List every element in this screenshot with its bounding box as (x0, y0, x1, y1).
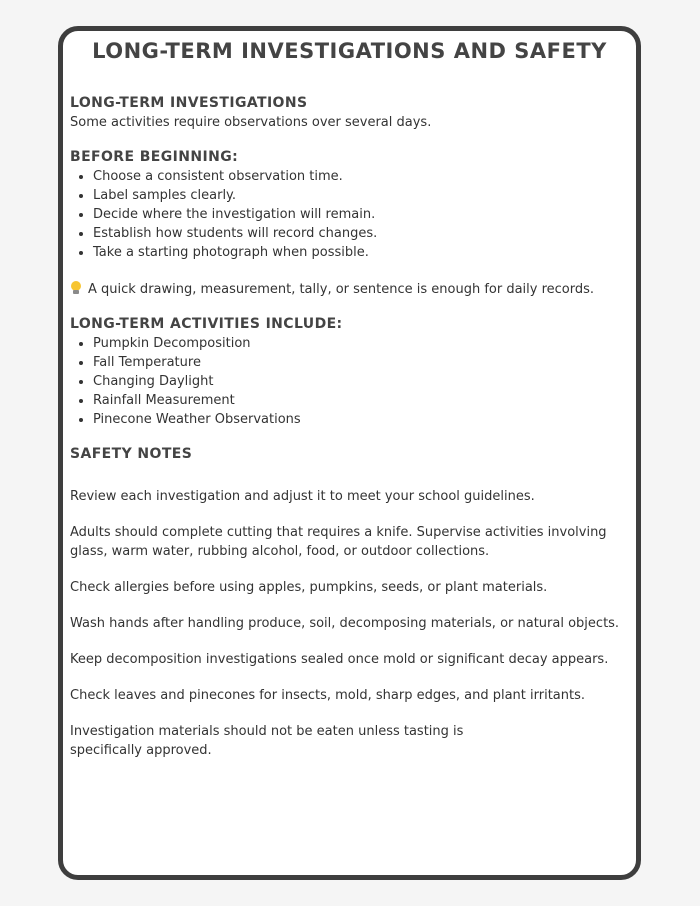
lightbulb-icon (70, 281, 82, 295)
safety-paragraph: Check leaves and pinecones for insects, mold, sharp edges, and plant irritants. (70, 688, 586, 703)
safety-paragraph: Investigation materials should not be eaten unless tasting is specifically approved. (70, 724, 464, 758)
document-frame (58, 26, 641, 880)
list-item: • Pumpkin Decomposition (93, 334, 630, 353)
tip-text: A quick drawing, measurement, tally, or sentence is enough for daily records. (88, 282, 595, 297)
section-heading-long-term: LONG-TERM INVESTIGATIONS (70, 95, 308, 111)
safety-paragraph: Review each investigation and adjust it to meet your school guidelines. (70, 489, 535, 504)
document-content (70, 93, 630, 777)
list-item: • Take a starting photograph when possible. (93, 243, 630, 262)
safety-paragraph: Wash hands after handling produce, soil, decomposing materials, or natural objects. (70, 616, 620, 631)
safety-paragraph: Keep decomposition investigations sealed once mold or significant decay appears. (70, 652, 609, 667)
list-item: • Pinecone Weather Observations (93, 410, 630, 429)
list-item: • Establish how students will record changes. (93, 224, 630, 243)
list-item: • Label samples clearly. (93, 186, 630, 205)
safety-paragraph: Check allergies before using apples, pumpkins, seeds, or plant materials. (70, 580, 548, 595)
activities-list (70, 334, 630, 429)
safety-paragraph: Adults should complete cutting that requires a knife. Supervise activities involving glass, warm water, rubbing alcohol, food, or outdoor collections. (70, 525, 607, 559)
list-item: • Choose a consistent observation time. (93, 167, 630, 186)
page-title: LONG-TERM INVESTIGATIONS AND SAFETY (92, 39, 607, 63)
tip-line (70, 280, 630, 299)
section-heading-before-beginning: BEFORE BEGINNING: (70, 149, 239, 165)
before-beginning-list (70, 167, 630, 262)
list-item: • Rainfall Measurement (93, 391, 630, 410)
list-item: • Decide where the investigation will remain. (93, 205, 630, 224)
long-term-intro: Some activities require observations over several days. (70, 115, 432, 130)
section-heading-safety: SAFETY NOTES (70, 446, 193, 462)
list-item: • Fall Temperature (93, 353, 630, 372)
list-item: • Changing Daylight (93, 372, 630, 391)
section-heading-activities: LONG-TERM ACTIVITIES INCLUDE: (70, 316, 343, 332)
